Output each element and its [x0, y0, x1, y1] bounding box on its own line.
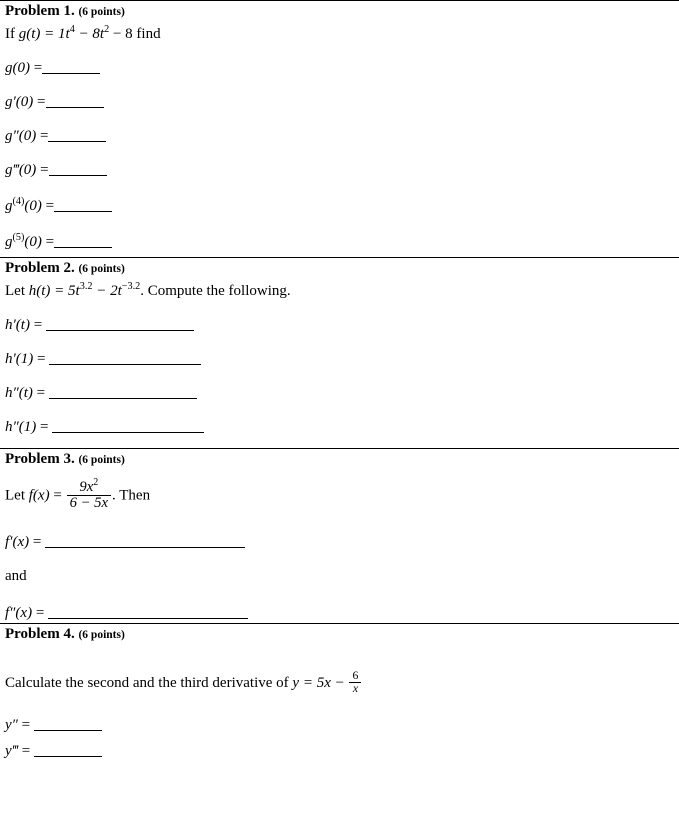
problem-3-points: (6 points): [78, 454, 125, 466]
h-prime-of-t-blank[interactable]: [46, 330, 194, 331]
problem-4-fraction: $\frac{6}{x}$: [349, 670, 361, 696]
problem-2-answer-row-2: h′(1) =: [5, 334, 679, 368]
problem-2-points: (6 points): [78, 263, 125, 275]
problem-4-points: (6 points): [78, 628, 125, 641]
problem-3-answer-row-1: f′(x) =: [5, 512, 679, 551]
y-triple-prime-blank[interactable]: [34, 756, 102, 757]
f-prime-of-x-blank[interactable]: [45, 547, 245, 548]
g-prime-of-0-blank[interactable]: [46, 107, 104, 108]
problem-2-answer-row-3: h″(t) =: [5, 368, 679, 402]
g-fourth-of-0-blank[interactable]: [54, 211, 112, 212]
problem-1-heading: [5, 1, 679, 21]
problem-3-fraction: $\frac{9x^2}{6 - 5x}$: [67, 478, 111, 512]
g-double-prime-of-0-blank[interactable]: [48, 141, 106, 142]
problem-4-section: [0, 624, 679, 761]
problem-4-answer-row-2: y‴ =: [5, 734, 679, 760]
problem-1-answer-row-2: g′(0) =: [5, 77, 679, 111]
problem-1-points: (6 points): [78, 6, 125, 18]
problem-2-heading: [5, 258, 679, 278]
problem-2-section: [0, 258, 679, 448]
problem-1-section: [0, 1, 679, 257]
problem-4-answer-row-1: y″ =: [5, 695, 679, 734]
problem-2-title: Problem 2.: [5, 260, 75, 276]
h-double-prime-of-t-blank[interactable]: [49, 398, 197, 399]
g-triple-prime-of-0-blank[interactable]: [49, 175, 107, 176]
problem-1-answer-row-6: $g^{(5)}(0)$ =: [5, 215, 679, 251]
problem-3-and: and: [5, 567, 27, 584]
problem-2-answer-row-4: h″(1) =: [5, 402, 679, 436]
problem-3-section: [0, 449, 679, 623]
g-of-0-blank[interactable]: [42, 73, 100, 74]
h-double-prime-of-1-blank[interactable]: [52, 432, 204, 433]
problem-1-answer-row-1: g(0) =: [5, 43, 679, 77]
problem-3-title: Problem 3.: [5, 451, 75, 467]
problem-1-title: Problem 1.: [5, 3, 75, 19]
problem-3-answer-row-2: f″(x) =: [5, 585, 679, 622]
f-double-prime-of-x-blank[interactable]: [48, 618, 248, 619]
problem-2-answer-row-1: h′(t) =: [5, 300, 679, 334]
problem-4-statement: Calculate the second and the third derivative of y = 5x − $\frac{6}{x}$: [5, 644, 679, 696]
problem-3-heading: [5, 449, 679, 469]
problem-1-answer-row-5: $g^{(4)}(0)$ =: [5, 179, 679, 215]
problem-1-statement: If $g(t) = 1t^4 - 8t^2 - 8$ find: [5, 24, 161, 42]
problem-4-heading: [5, 624, 679, 644]
problem-3-statement: Let f(x) = $\frac{9x^2}{6 - 5x}$ . Then: [5, 477, 151, 512]
problem-4-title: Problem 4.: [5, 625, 75, 642]
h-prime-of-1-blank[interactable]: [49, 364, 201, 365]
g-fifth-of-0-blank[interactable]: [54, 247, 112, 248]
y-double-prime-blank[interactable]: [34, 730, 102, 731]
problem-2-statement: Let $h(t) = 5t^{3.2} - 2t^{-3.2}$. Compute the following.: [5, 281, 291, 299]
problem-1-answer-row-4: g‴(0) =: [5, 145, 679, 179]
problem-1-answer-row-3: g″(0) =: [5, 111, 679, 145]
